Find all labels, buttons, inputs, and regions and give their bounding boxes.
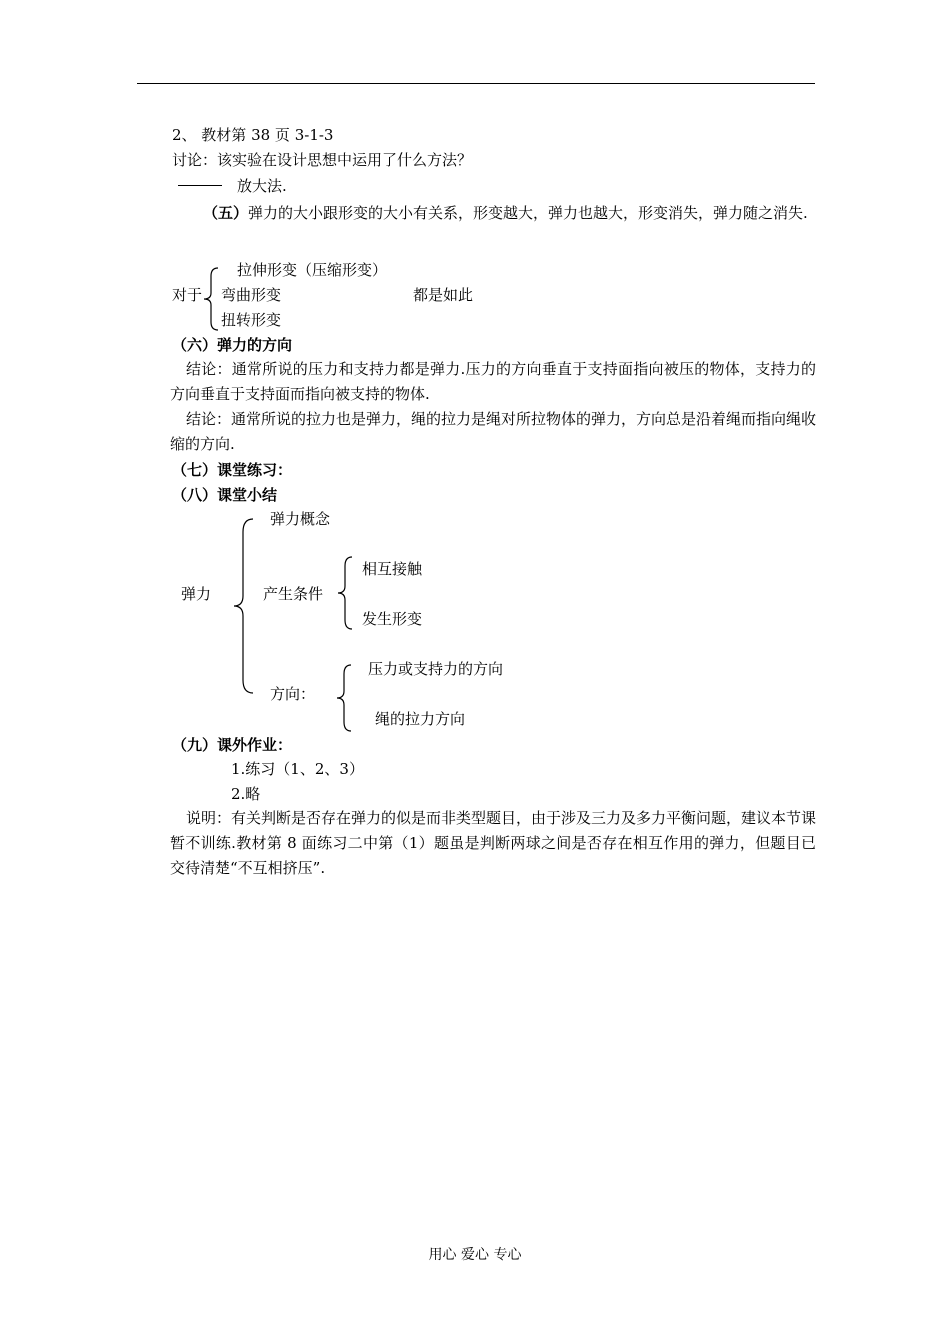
section-5-text: 弹力的大小跟形变的大小有关系，形变越大，弹力也越大，形变消失，弹力随之消失. xyxy=(248,204,808,222)
deformation-lead: 对于 xyxy=(172,286,203,304)
discussion-question: 讨论：该实验在设计思想中运用了什么方法？ xyxy=(172,151,473,169)
summary-condition: 产生条件 xyxy=(263,585,324,603)
direction-brace xyxy=(334,664,354,732)
section-6-title: （六）弹力的方向 xyxy=(172,336,293,354)
dash-line xyxy=(178,185,222,186)
homework-item-1: 1.练习（1、2、3） xyxy=(231,760,364,778)
section-9-title: （九）课外作业： xyxy=(172,736,293,754)
direction-item-1: 压力或支持力的方向 xyxy=(368,660,504,678)
summary-direction: 方向： xyxy=(270,685,316,703)
page-footer: 用心 爱心 专心 xyxy=(428,1247,522,1263)
section-8-title: （八）课堂小结 xyxy=(172,486,278,504)
summary-main-brace xyxy=(230,518,256,694)
deformation-item-3: 扭转形变 xyxy=(221,311,282,329)
summary-root: 弹力 xyxy=(181,585,212,603)
deformation-item-1: 拉伸形变（压缩形变） xyxy=(237,261,388,279)
direction-item-2: 绳的拉力方向 xyxy=(375,710,466,728)
deformation-brace xyxy=(201,267,221,331)
section-7-title: （七）课堂练习： xyxy=(172,461,293,479)
summary-concept: 弹力概念 xyxy=(270,510,331,528)
note-paragraph: 说明：有关判断是否存在弹力的似是而非类型题目，由于涉及三力及多力平衡问题，建议本节课暂不训练.教材第 8 面练习二中第（1）题虽是判断两球之间是否存在相互作用的弹力，但题目已交待清楚“不互相挤压”. xyxy=(170,809,817,877)
section-5-label: （五） xyxy=(203,204,249,222)
condition-item-2: 发生形变 xyxy=(362,610,423,628)
discussion-answer: 放大法. xyxy=(237,177,287,195)
header-rule xyxy=(137,83,815,84)
section-5-paragraph xyxy=(170,201,816,226)
condition-item-1: 相互接触 xyxy=(362,560,423,578)
item-2: 2、 教材第 38 页 3-1-3 xyxy=(172,126,334,144)
deformation-note: 都是如此 xyxy=(413,286,474,304)
homework-item-2: 2.略 xyxy=(231,785,261,803)
section-6-conclusion-2: 结论：通常所说的拉力也是弹力，绳的拉力是绳对所拉物体的弹力，方向总是沿着绳而指向绳收缩的方向. xyxy=(170,410,817,453)
deformation-item-2: 弯曲形变 xyxy=(221,286,282,304)
condition-brace xyxy=(335,556,355,630)
section-6-conclusion-1: 结论：通常所说的压力和支持力都是弹力.压力的方向垂直于支持面指向被压的物体，支持力的方向垂直于支持面而指向被支持的物体. xyxy=(170,360,816,403)
